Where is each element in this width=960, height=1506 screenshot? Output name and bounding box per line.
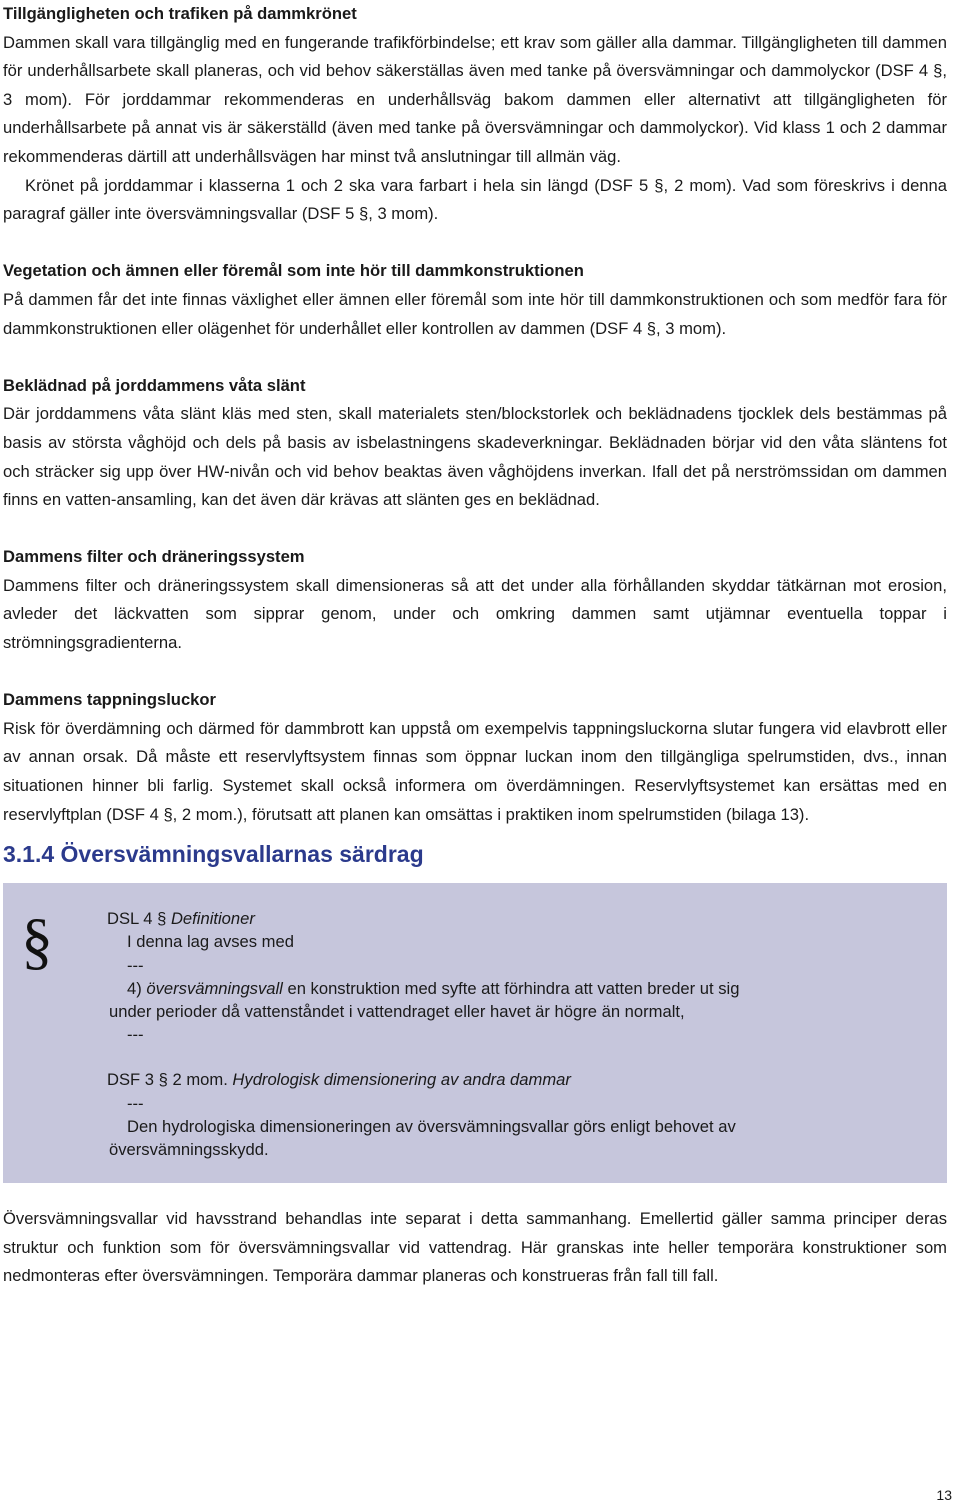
law-line-dsl-ref bbox=[107, 907, 865, 930]
paragraph-filter: Dammens filter och dräneringssystem skall dimensioneras så att det under alla förhållanden skyddar tätkärnan mot erosion, avleder det läckvatten som sipprar genom, under och omkring dammen samt utjämnar eventuella toppar i strömningsgradienterna. bbox=[3, 575, 947, 653]
law-line: Den hydrologiska dimensioneringen av översvämningsvallar görs enligt behovet av bbox=[127, 1116, 736, 1136]
law-title: Hydrologisk dimensionering av andra dammar bbox=[232, 1070, 571, 1090]
law-line-ellipsis: --- bbox=[127, 955, 144, 975]
paragraph-tappningsluckor: Risk för överdämning och därmed för dammbrott kan uppstå om exempelvis tappningsluckorna slutar fungera vid elavbrott eller av annan orsak. Då måste ett reservlyftsystem finnas som öppnar luckan inom den tillgängliga spelrumstiden, dvs., innan situationen hinner bli farlig. Systemet skall också informera om överdämningen. Reservlyftsystemet kan ersättas med en reservlyftplan (DSF 4 §, 2 mom.), förutsatt att planen kan omsättas i praktiken inom spelrumstiden (bilaga 13). bbox=[3, 718, 947, 824]
section-heading-tappningsluckor: Dammens tappningsluckor bbox=[3, 690, 216, 710]
spacer bbox=[3, 515, 947, 544]
subsection-title: 3.1.4 Översvämningsvallarnas särdrag bbox=[3, 841, 424, 868]
spacer bbox=[3, 229, 947, 258]
paragraph-tillganglighet-1: Dammen skall vara tillgänglig med en fungerande trafikförbindelse; ett krav som gäller alla dammar. Tillgängligheten till dammen för underhållsarbete skall planeras, och vid behov säkerställas även med tanke på översvämningar och dammolyckor (DSF 4 §, 3 mom). För jorddammar rekommenderas en underhållsväg bakom dammen eller alternativt att tillgängligheten för underhållsarbete på annat vis är säkerställd (även med tanke på översvämningar och dammolyckor). Vid klass 1 och 2 dammar rekommenderas därtill att underhållsvägen har minst två anslutningar till allmän väg. bbox=[3, 32, 947, 166]
law-item-number: 4) bbox=[127, 978, 147, 998]
paragraph-tillganglighet-2: Krönet på jorddammar i klasserna 1 och 2 ska vara farbart i hela sin längd (DSF 5 §, 2 mom). Vad som föreskrivs i denna paragraf gäller inte översvämningsvallar (DSF 5 §, 3 mom). bbox=[3, 175, 947, 224]
law-line: I denna lag avses med bbox=[127, 932, 294, 952]
law-line-dsf-ref bbox=[107, 1068, 865, 1091]
spacer bbox=[3, 658, 947, 687]
law-definition-text: en konstruktion med syfte att förhindra att vatten breder ut sig bbox=[282, 978, 740, 998]
law-line-definition bbox=[107, 977, 865, 1000]
section-heading-tillganglighet: Tillgängligheten och trafiken på dammkrönet bbox=[3, 4, 357, 23]
spacer bbox=[3, 343, 947, 372]
law-excerpt-box bbox=[3, 883, 947, 1183]
section-heading-bekladnad: Beklädnad på jorddammens våta slänt bbox=[3, 375, 306, 395]
page-number: 13 bbox=[936, 1487, 952, 1503]
law-ref: DSL 4 § bbox=[107, 909, 171, 929]
law-ref: DSF 3 § 2 mom. bbox=[107, 1070, 233, 1090]
law-line: under perioder då vattenståndet i vattendraget eller havet är högre än normalt, bbox=[109, 1002, 685, 1022]
law-term: översvämningsvall bbox=[146, 978, 283, 998]
law-excerpt-text bbox=[107, 907, 865, 1161]
spacer bbox=[107, 1046, 865, 1068]
law-line-ellipsis: --- bbox=[127, 1093, 144, 1113]
law-line-ellipsis: --- bbox=[127, 1025, 144, 1045]
paragraph-closing: Översvämningsvallar vid havsstrand behandlas inte separat i detta sammanhang. Emellertid gäller samma principer deras struktur och funktion som för översvämningsvallar vid vattendrag. Här granskas inte heller temporära konstruktioner som nedmonteras efter översvämningen. Temporära dammar planeras och konstrueras från fall till fall. bbox=[3, 1209, 947, 1286]
section-heading-filter: Dammens filter och dräneringssystem bbox=[3, 547, 305, 567]
paragraph-bekladnad: Där jorddammens våta slänt kläs med sten, skall materialets sten/blockstorlek och beklädnadens tjocklek dels bestämmas på basis av största våghöjd och dels på basis av isbelastningens skadeverkningar. Beklädnaden börjar vid den våta släntens fot och sträcker sig upp över HW-nivån och vid behov beaktas även våghöjdens inverkan. Ifall det på nerströmssidan om dammen finns en vatten-ansamling, kan det även där krävas att slänten ges en beklädnad. bbox=[3, 404, 947, 510]
paragraph-sign-icon: § bbox=[21, 905, 53, 977]
law-line: översvämningsskydd. bbox=[109, 1140, 269, 1160]
paragraph-vegetation: På dammen får det inte finnas växlighet eller ämnen eller föremål som inte hör till dammkonstruktionen och som medför fara för dammkonstruktionen eller olägenhet för underhållet eller kontrollen av dammen (DSF 4 §, 3 mom). bbox=[3, 289, 947, 338]
law-title: Definitioner bbox=[170, 909, 255, 929]
page-content bbox=[3, 0, 947, 1291]
section-heading-vegetation: Vegetation och ämnen eller föremål som inte hör till dammkonstruktionen bbox=[3, 261, 584, 281]
